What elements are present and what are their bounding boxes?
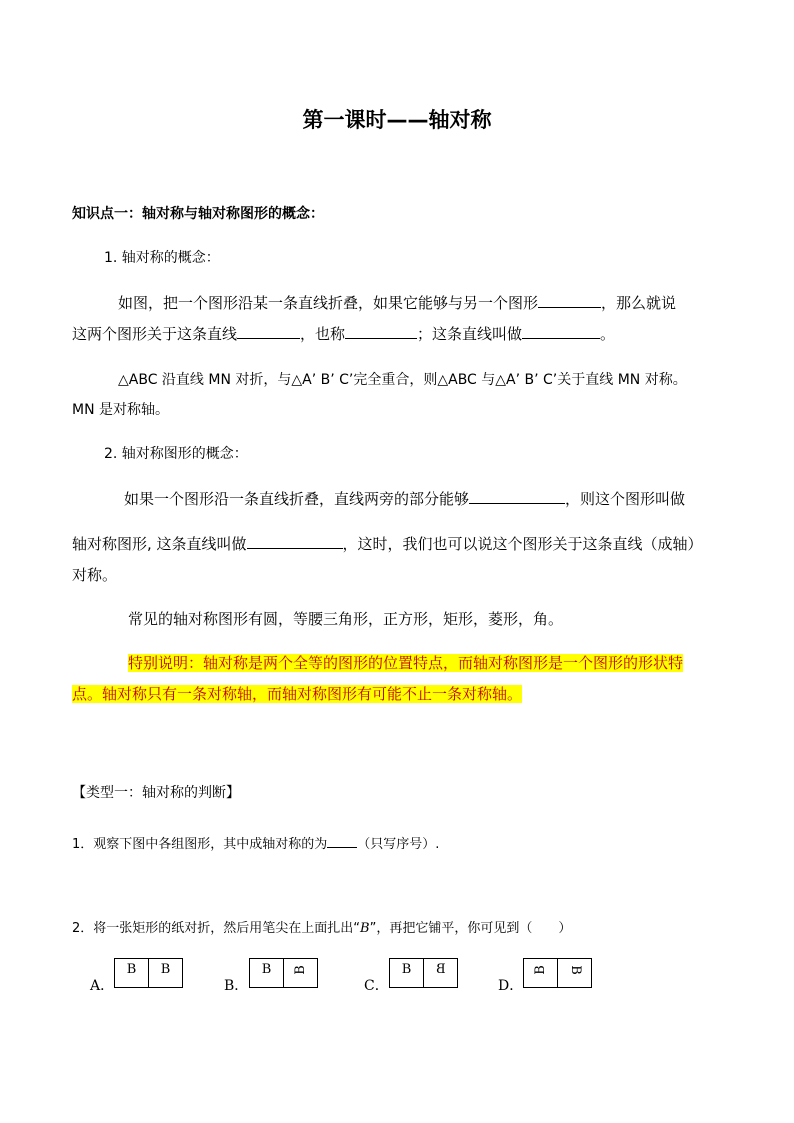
fill-blank[interactable] — [345, 323, 417, 339]
page-title: 第一课时——轴对称 — [302, 108, 492, 132]
text-segment: （只写序号）. — [357, 837, 440, 852]
option-a-right-letter: B — [160, 962, 171, 977]
text-segment: 如果一个图形沿一条直线折叠，直线两旁的部分能够 — [124, 490, 470, 508]
fill-blank[interactable] — [247, 533, 343, 549]
question-2 — [72, 917, 571, 936]
fill-blank[interactable] — [469, 488, 565, 504]
option-a-left-letter: B — [126, 962, 137, 977]
item1-para2-line1: △ABC 沿直线 MN 对折，与△A’ B’ C’完全重合，则△ABC 与△A’ B’ C’关于直线 MN 对称。 — [118, 372, 687, 388]
option-d-left-letter: B — [532, 965, 548, 975]
text-segment: ”，再把它铺平，你可见到（ ） — [369, 921, 572, 936]
option-c-right-cell — [424, 959, 457, 987]
fill-blank[interactable] — [538, 292, 601, 308]
highlight-text: 特别说明：轴对称是两个全等的图形的位置特点，而轴对称图形是一个图形的形状特 — [128, 654, 684, 672]
option-d-right-cell — [558, 959, 591, 987]
text-segment: 2．将一张矩形的纸对折，然后用笔尖在上面扎出“ — [72, 921, 361, 936]
item1-para2-line2: MN 是对称轴。 — [72, 402, 170, 418]
option-d-right-letter: B — [567, 965, 583, 975]
fill-blank[interactable] — [522, 323, 600, 339]
text-segment: ；这条直线叫做 — [417, 325, 523, 343]
option-c-right-letter: B — [435, 962, 446, 977]
option-c-figure[interactable] — [389, 958, 458, 988]
option-b-left-letter: B — [261, 962, 272, 977]
type1-heading: 【类型一：轴对称的判断】 — [72, 785, 240, 801]
option-c-label[interactable]: C． — [364, 978, 389, 994]
option-a-label[interactable]: A． — [90, 978, 115, 994]
special-note-line1 — [128, 652, 683, 673]
common-shapes: 常见的轴对称图形有圆，等腰三角形，正方形，矩形，菱形，角。 — [128, 610, 564, 628]
text-segment: 轴对称图形, 这条直线叫做 — [72, 535, 247, 553]
item2-label: 2. 轴对称图形的概念： — [104, 446, 248, 462]
item1-para1-line2 — [72, 323, 615, 344]
text-segment: 这两个图形关于这条直线 — [72, 325, 238, 343]
option-b-right-cell — [284, 959, 317, 987]
option-b-right-letter: B — [292, 965, 308, 975]
text-segment: 1．观察下图中各组图形，其中成轴对称的为 — [72, 837, 328, 852]
item1-para1-line1 — [118, 292, 676, 313]
item2-line2 — [72, 533, 703, 554]
option-d-label[interactable]: D． — [498, 978, 524, 994]
item1-label: 1. 轴对称的概念： — [104, 250, 220, 266]
option-d-left-cell — [524, 959, 557, 987]
text-segment: ，也称 — [300, 325, 346, 343]
option-d-figure[interactable] — [523, 958, 592, 988]
special-note-line2 — [72, 683, 522, 704]
option-c-left-letter: B — [401, 962, 412, 977]
item2-line3: 对称。 — [72, 566, 118, 584]
option-b-figure[interactable] — [249, 958, 318, 988]
fill-blank[interactable] — [327, 832, 357, 848]
section-heading: 知识点一：轴对称与轴对称图形的概念： — [72, 206, 324, 222]
letter-b: B — [360, 921, 370, 936]
text-segment: 如图，把一个图形沿某一条直线折叠，如果它能够与另一个图形 — [118, 294, 539, 312]
highlight-text: 点。轴对称只有一条对称轴，而轴对称图形有可能不止一条对称轴。 — [72, 685, 523, 703]
option-b-label[interactable]: B． — [224, 978, 249, 994]
item2-line1 — [124, 488, 685, 509]
text-segment: ，则这个图形叫做 — [565, 490, 686, 508]
option-a-figure[interactable] — [114, 958, 183, 988]
text-segment: ，那么就说 — [601, 294, 677, 312]
fill-blank[interactable] — [237, 323, 300, 339]
text-segment: ，这时，我们也可以说这个图形关于这条直线（成轴） — [342, 535, 703, 553]
question-1 — [72, 832, 439, 852]
text-segment: 。 — [600, 325, 616, 343]
